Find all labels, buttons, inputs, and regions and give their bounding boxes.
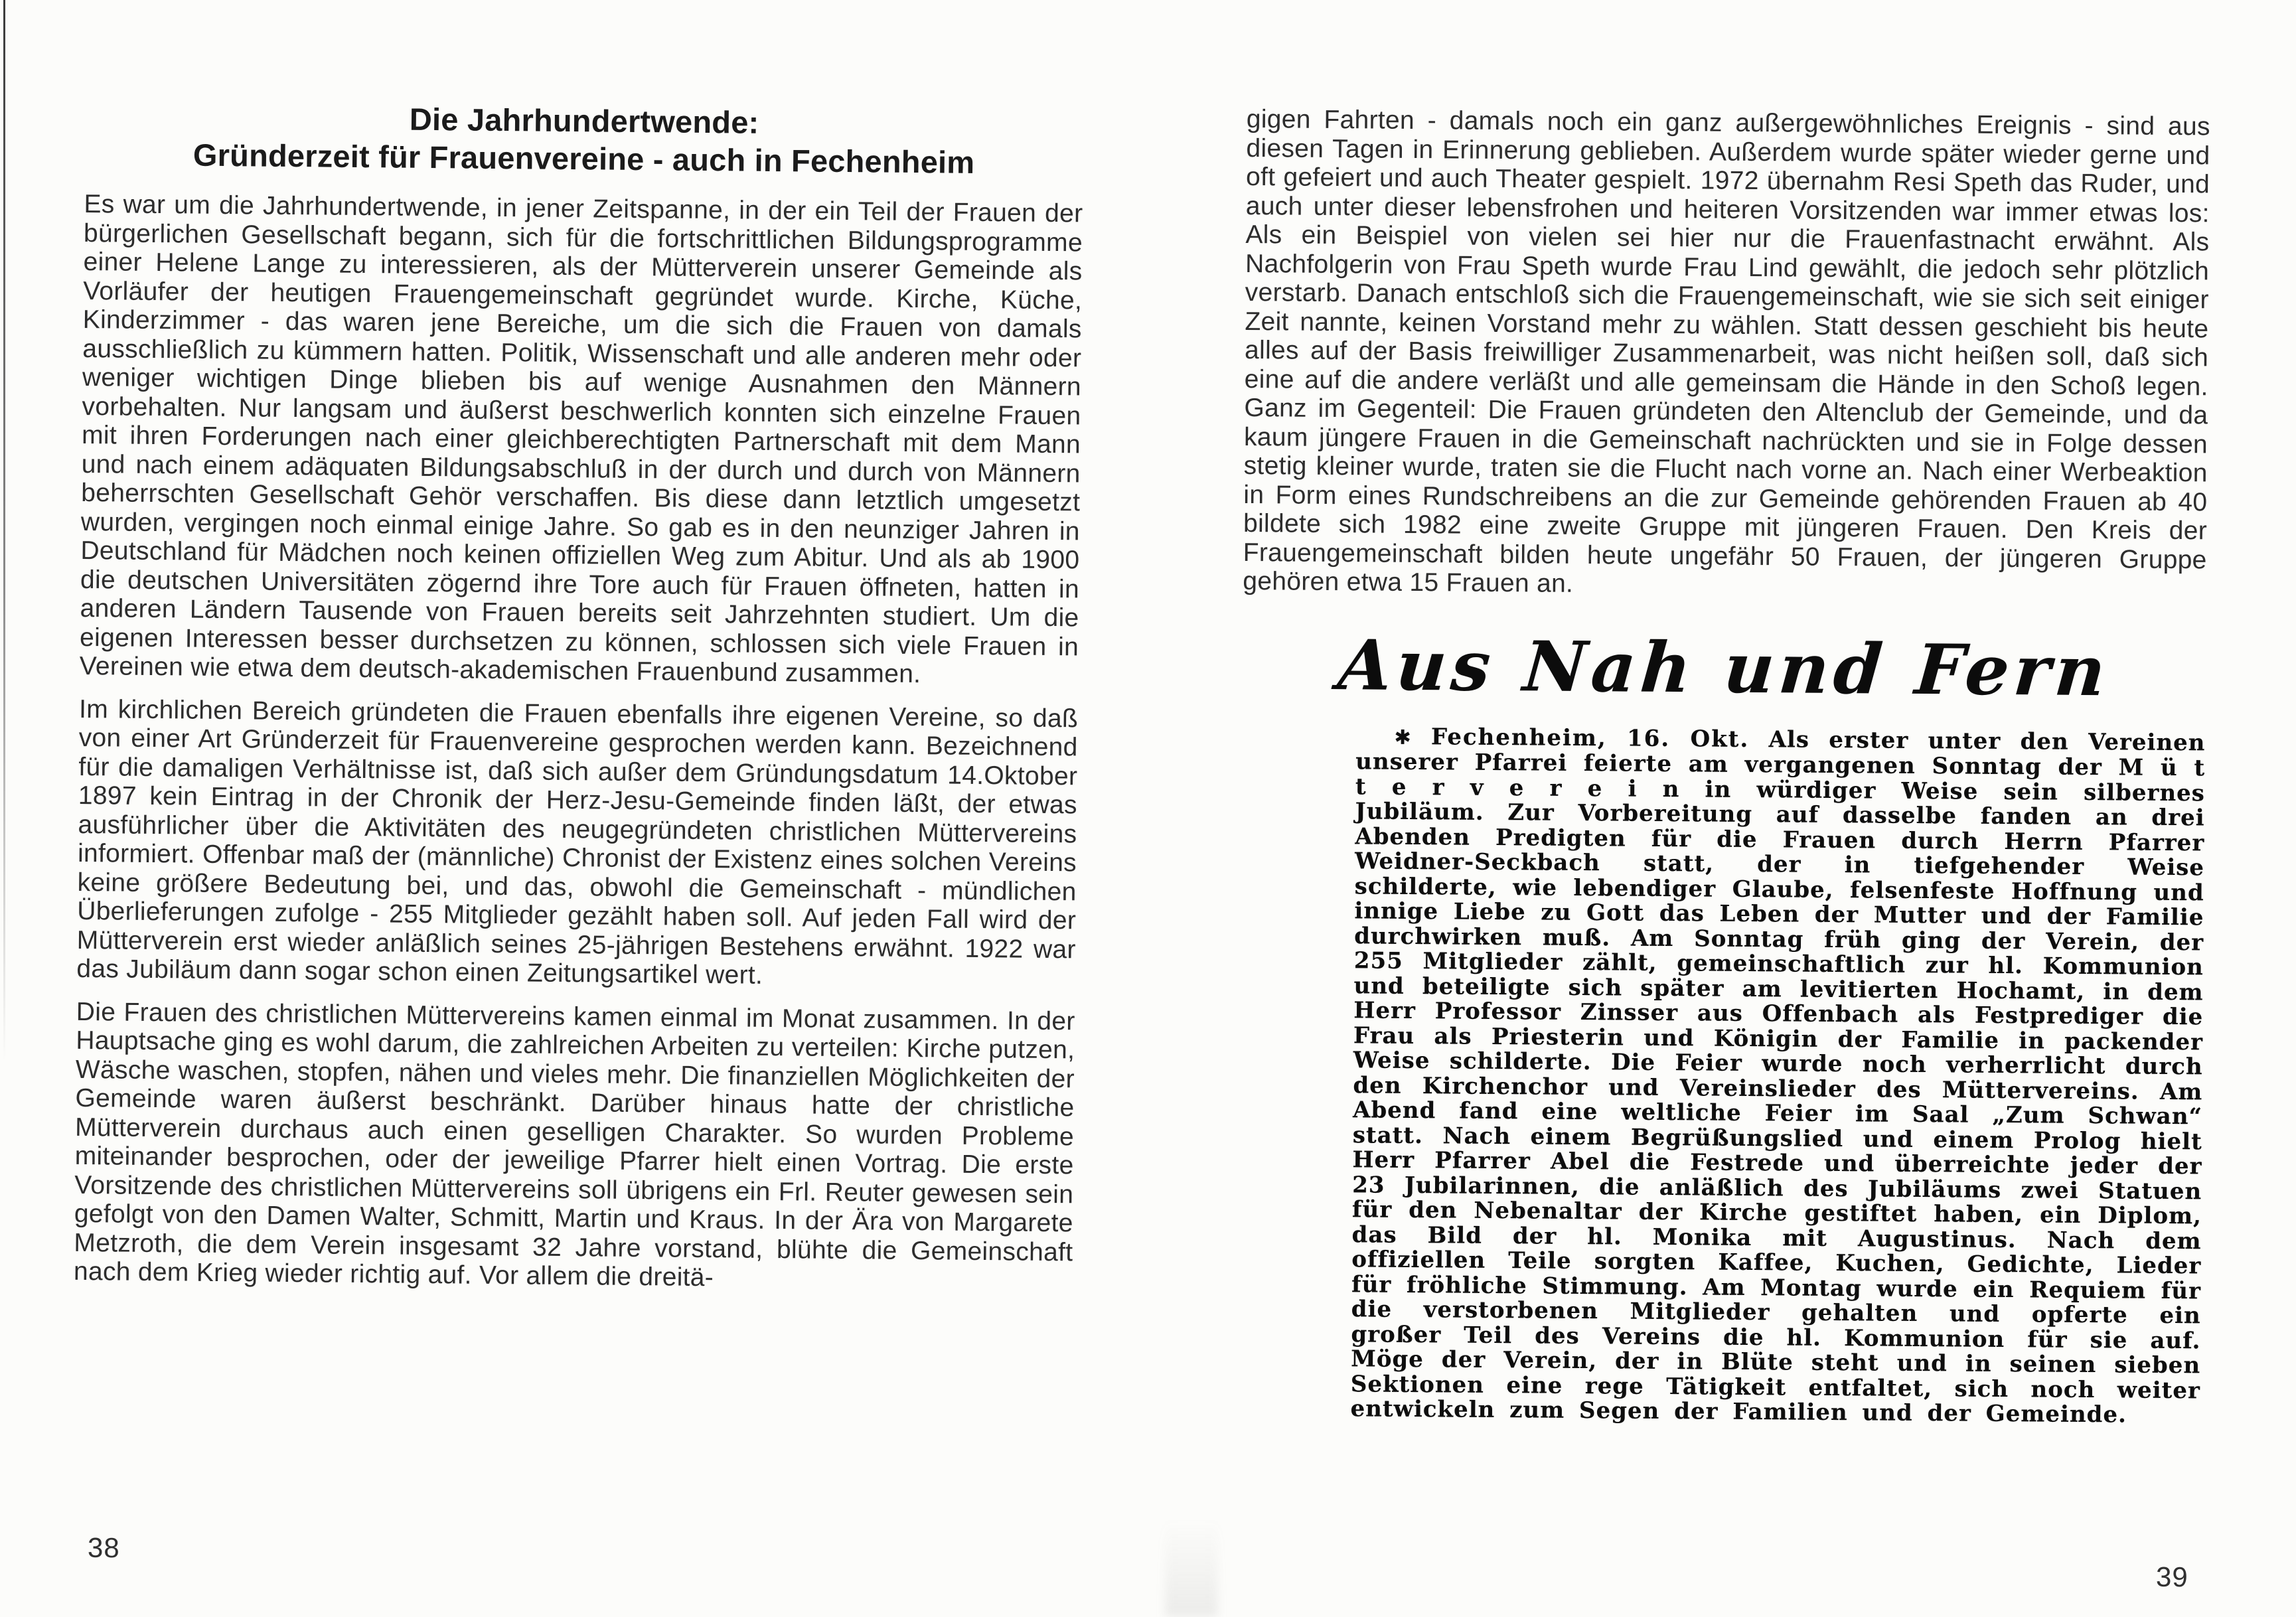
left-page-column [74,97,1084,1310]
blackletter-section-heading: Aus Nah und Fern [1335,623,2113,712]
news-dateline: Fechenheim, 16. Okt. [1430,723,1750,753]
left-paragraph-2: Im kirchlichen Bereich gründeten die Frauen ebenfalls ihre eigenen Vereine, so daß von einer Art Gründerzeit für Frauenvereine gesprochen werden kann. Bezeichnend für die damaligen Verhältnisse ist, daß sich außer dem Gründungsdatum 14.Oktober 1897 kein Eintrag in der Chronik der Herz-Jesu-Gemeinde finden läßt, der etwas ausführlicher über die Aktivitäten des neugegründeten christlichen Müttervereins informiert. Offenbar maß der (männliche) Chronist der Existenz eines solchen Vereins keine größere Bedeutung bei, und das, obwohl die Gemeinschaft - mündlichen Überlieferungen zufolge - 255 Mitglieder gezählt haben soll. Auf jeden Fall wird der Mütterverein erst wieder anläßlich seines 25-jährigen Bestehens erwähnt. 1922 war das Jubiläum dann sogar schon einen Zeitungsartikel wert. [76,694,1079,990]
article-title-line1: Die Jahrhundertwende: [409,101,759,140]
page-number-right: 39 [2155,1561,2188,1593]
right-page-column [1236,105,2210,1428]
page-number-left: 38 [87,1531,120,1564]
news-body-text: Als erster unter den Vereinen unserer Pfarrei feierte am vergangenen Sonntag der M ü t t e r v e r e i n in würdiger Weise sein silbernes Jubiläum. Zur Vorbereitung auf dasselbe fanden an drei Abenden Predigten für die Frauen durch Herrn Pfarrer Weidner-Seckbach statt, der in tiefgehender Weise schilderte, wie lebendiger Glaube, felsenfeste Hoffnung und innige Liebe zu Gott das Leben der Mutter und der Familie durchwirken muß. Am Sonntag früh ging der Verein, der 255 Mitglieder zählt, gemeinschaftlich zur hl. Kommunion und beteiligte sich später am levitierten Hochamt, in dem Herr Professor Zinsser aus Offenbach als Festprediger die Frau als Priesterin und Königin der Familie in packender Weise schilderte. Die Feier wurde noch verherrlicht durch den Kirchenchor und Vereinslieder des Müttervereins. Am Abend fand eine weltliche Feier im Saal „Zum Schwan“ statt. Nach einem Begrüßungslied und einem Prolog hielt Herr Pfarrer Abel die Festrede und überreichte jeder der 23 Jubilarinnen, die anläßlich des Jubiläums zwei Statuen für den Nebenaltar der Kirche gestiftet haben, ein Diplom, das Bild der hl. Monika mit Augustinus. Nach dem offiziellen Teile sorgten Kaffee, Kuchen, Gedichte, Lieder für fröhliche Stimmung. Am Montag wurde ein Requiem für die verstorbenen Mitglieder gehalten und opferte ein großer Teil des Vereins die hl. Kommunion für sie auf. Möge der Verein, der in Blüte steht und in seinen sieben Sektionen eine rege Tätigkeit entfaltet, sich noch weiter entwickeln zum Segen der Familien und der Gemeinde. [1350,726,2206,1428]
dateline-star-icon: ✱ [1394,726,1412,749]
left-paragraph-1: Es war um die Jahrhundertwende, in jener Zeitspanne, in der ein Teil der Frauen der bürgerlichen Gesellschaft begann, sich für die fortschrittlichen Bildungsprogramme einer Helene Lange zu interessieren, als der Mütterverein unserer Gemeinde als Vorläufer der heutigen Frauengemeinschaft gegründet wurde. Kirche, Küche, Kinderzimmer - das waren jene Bereiche, um die sich die Frauen von damals ausschließlich zu kümmern hatten. Politik, Wissenschaft und alle anderen mehr oder weniger wichtigen Dinge blieben bis auf wenige Ausnahmen den Männern vorbehalten. Nur langsam und äußerst beschwerlich konnten sich einzelne Frauen mit ihren Forderungen nach einer gleichberechtigten Partnerschaft mit dem Mann und nach einem adäquaten Bildungsabschluß in der durch und durch von Männern beherrschten Gesellschaft Gehör verschaffen. Bis diese dann letztlich umgesetzt wurden, vergingen noch einmal einige Jahre. So gab es in den neunziger Jahren in Deutschland für Mädchen noch keinen offiziellen Weg zum Abitur. Und als ab 1900 die deutschen Universitäten zögernd ihre Tore auch für Frauen öffneten, hatten in anderen Ländern Tausende von Frauen bereits seit Jahrzehnten studiert. Um die eigenen Interessen besser durchsetzen zu können, schlossen sich viele Frauen in Vereinen wie etwa dem deutsch-akademischen Frauenbund zusammen. [79,189,1083,689]
left-paragraph-3: Die Frauen des christlichen Müttervereins kamen einmal im Monat zusammen. In der Hauptsache ging es wohl darum, die zahlreichen Arbeiten zu verteilen: Kirche putzen, Wäsche waschen, stopfen, nähen und vieles mehr. Die finanziellen Möglichkeiten der Gemeinde waren äußerst beschränkt. Darüber hinaus hatte der christliche Mütterverein durchaus auch einen geselligen Charakter. So wurden Probleme miteinander besprochen, oder der jeweilige Pfarrer hielt einen Vortrag. Die erste Vorsitzende des christlichen Müttervereins soll übrigens ein Frl. Reuter gewesen sein gefolgt von den Damen Walter, Schmitt, Martin und Kraus. In der Ära von Margarete Metzroth, die dem Verein insgesamt 32 Jahre vorstand, blühte die Gemeinschaft nach dem Krieg wieder richtig auf. Vor allem die dreitä- [73,997,1075,1292]
page-fold-smudge [1165,1520,1218,1617]
right-paragraph-continuation: gigen Fahrten - damals noch ein ganz außergewöhnliches Ereignis - sind aus diesen Tagen in Erinnerung geblieben. Außerdem wurde später wieder gerne und oft gefeiert und auch Theater gespielt. 1972 übernahm Resi Speth das Ruder, und auch unter dieser lebensfrohen und heiteren Vorsitzenden war immer etwas los: Als ein Beispiel von vielen sei hier nur die Frauenfastnacht erwähnt. Als Nachfolgerin von Frau Speth wurde Frau Lind gewählt, die jedoch sehr plötzlich verstarb. Danach entschloß sich die Frauengemeinschaft, wie sie sich seit einiger Zeit nannte, keinen Vorstand mehr zu wählen. Statt dessen geschieht bis heute alles auf der Basis freiwilliger Zusammenarbeit, was nicht heißen soll, daß sich eine auf die andere verläßt und alle gemeinsam die Hände in den Schoß legen. Ganz im Gegenteil: Die Frauen gründeten den Altenclub der Gemeinde, und da kaum jüngere Frauen in die Gemeinschaft nachrückten und sie in Folge dessen stetig kleiner wurde, traten sie die Flucht nach vorne an. Nach einer Werbeaktion in Form eines Rundschreibens an die zur Gemeinde gehörenden Frauen ab 40 bildete sich 1982 eine zweite Gruppe mit jüngeren Frauen. Den Kreis der Frauengemeinschaft bilden heute ungefähr 50 Frauen, der jüngeren Gruppe gehören etwa 15 Frauen an. [1243,105,2210,598]
blackletter-news-article [1350,724,2205,1428]
scan-edge-artifact [3,0,5,1062]
article-title-line2: Gründerzeit für Frauenvereine - auch in Fechenheim [192,137,975,180]
